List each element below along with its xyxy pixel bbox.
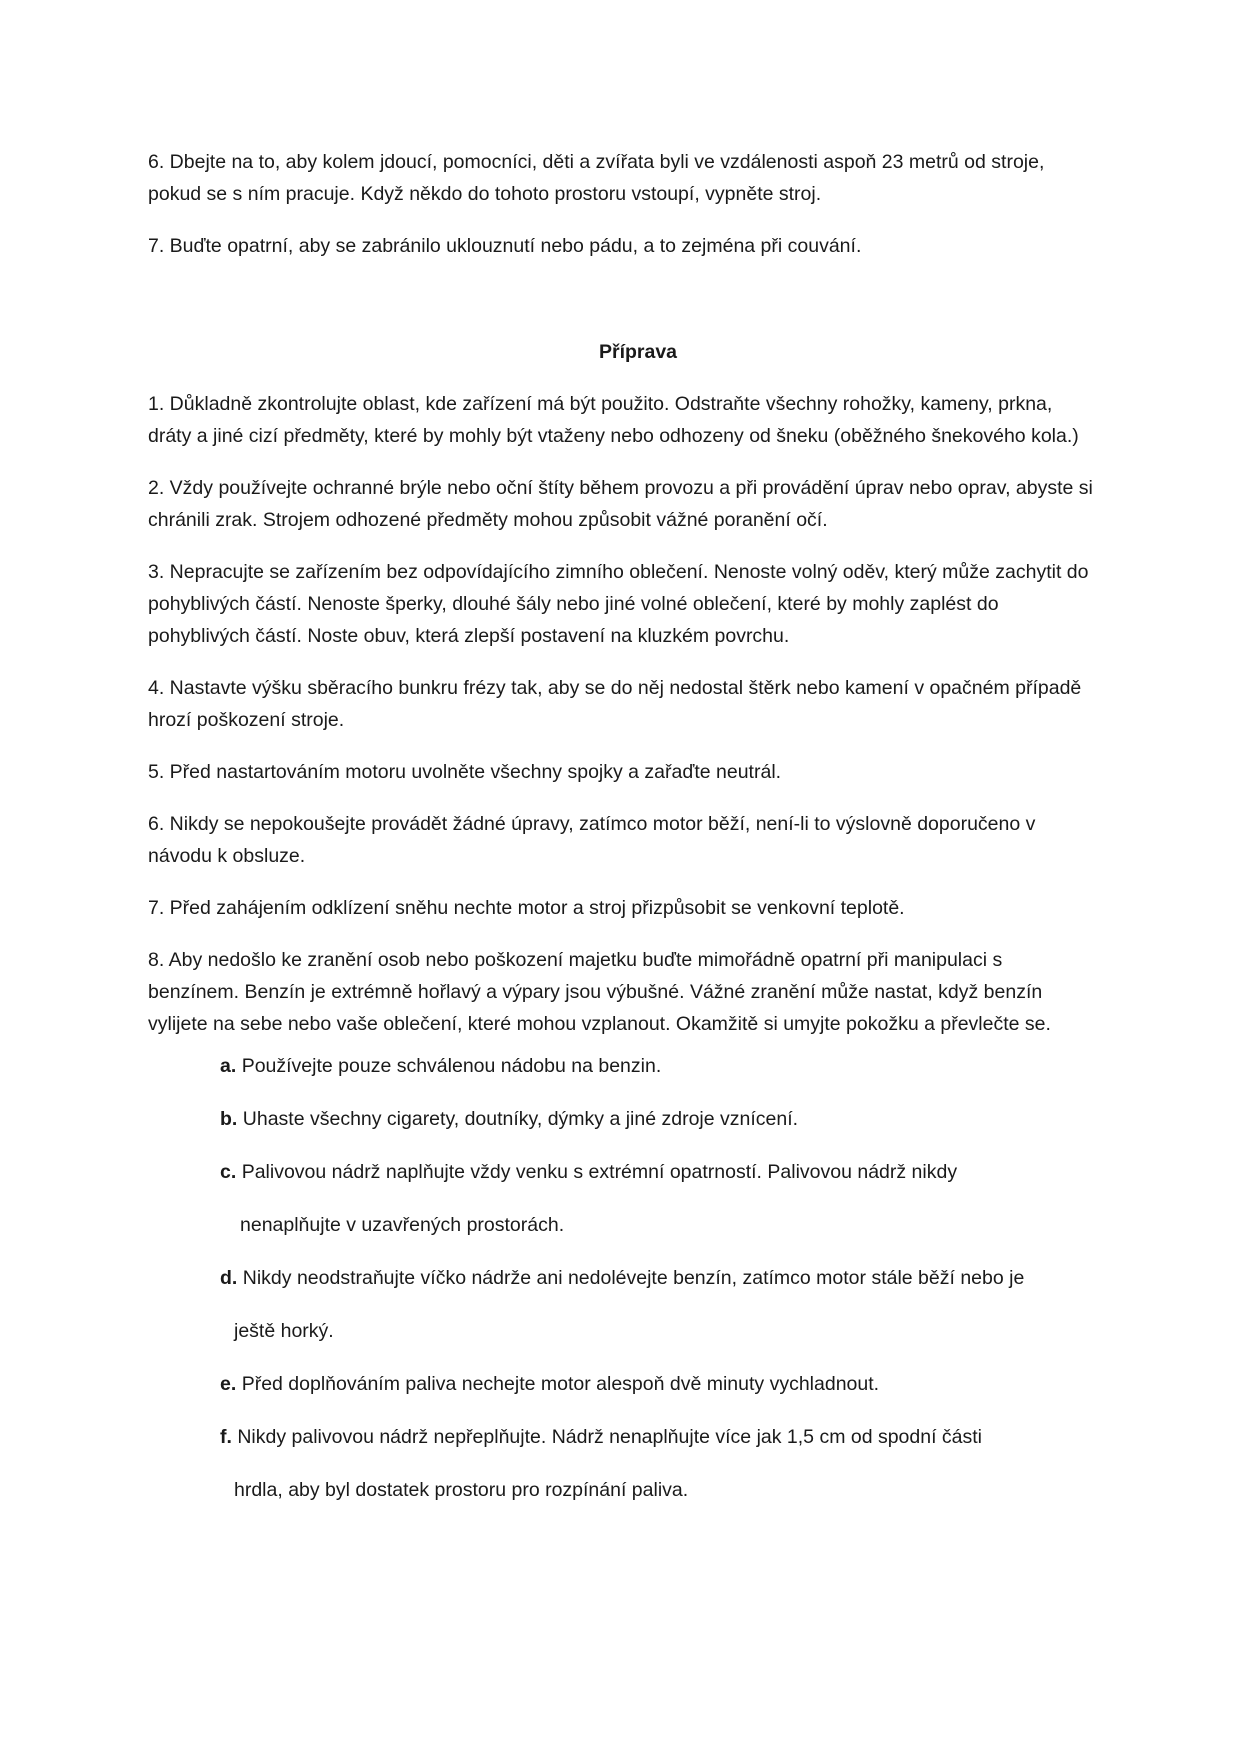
prep-item-4: 4. Nastavte výšku sběracího bunkru frézy tak, aby se do něj nedostal štěrk nebo kamení v opačném případě hrozí poškození stroje. xyxy=(148,677,1082,731)
sub-item-text: Používejte pouze schválenou nádobu na benzin. xyxy=(241,1055,662,1077)
sub-item-e xyxy=(220,1358,1098,1411)
prep-item-6: 6. Nikdy se nepokoušejte provádět žádné úpravy, zatímco motor běží, není-li to výslovně doporučeno v návodu k obsluze. xyxy=(148,813,1036,867)
sub-list xyxy=(220,1040,1098,1517)
sub-item-d xyxy=(220,1252,1098,1305)
sub-item-f xyxy=(220,1411,1098,1464)
sub-item-text: Palivovou nádrž naplňujte vždy venku s extrémní opatrností. Palivovou nádrž nikdy xyxy=(241,1161,958,1183)
sub-item-continuation: hrdla, aby byl dostatek prostoru pro rozpínání paliva. xyxy=(234,1479,689,1501)
sub-item-continuation: nenaplňujte v uzavřených prostorách. xyxy=(240,1214,565,1236)
paragraph-item-6: 6. Dbejte na to, aby kolem jdoucí, pomocníci, děti a zvířata byli ve vzdálenosti aspoň 23 metrů od stroje, pokud se s ním pracuje. Když někdo do tohoto prostoru vstoupí, vypněte stroj. xyxy=(148,151,1045,205)
prep-item-3: 3. Nepracujte se zařízením bez odpovídajícího zimního oblečení. Nenoste volný oděv, který může zachytit do pohyblivých částí. Nenoste šperky, dlouhé šály nebo jiné volné oblečení, které by mohly zaplést do pohyblivých částí. Noste obuv, která zlepší postavení na kluzkém povrchu. xyxy=(148,561,1089,647)
sub-item-c xyxy=(220,1146,1098,1199)
sub-item-letter: f. xyxy=(220,1426,232,1448)
document-page xyxy=(148,146,1098,1517)
sub-item-a xyxy=(220,1040,1098,1093)
sub-item-text: Uhaste všechny cigarety, doutníky, dýmky a jiné zdroje vznícení. xyxy=(242,1108,799,1130)
sub-item-letter: d. xyxy=(220,1267,238,1289)
prep-item-1: 1. Důkladně zkontrolujte oblast, kde zařízení má být použito. Odstraňte všechny rohožky, kameny, prkna, dráty a jiné cizí předměty, které by mohly být vtaženy nebo odhozeny od šneku (oběžného šnekového kola.) xyxy=(148,393,1079,447)
sub-item-letter: e. xyxy=(220,1373,237,1395)
prep-item-8: 8. Aby nedošlo ke zranění osob nebo poškození majetku buďte mimořádně opatrní při manipulaci s benzínem. Benzín je extrémně hořlavý a výpary jsou výbušné. Vážné zranění může nastat, když benzín vylijete na sebe nebo vaše oblečení, které mohou vzplanout. Okamžitě si umyjte pokožku a převlečte se. xyxy=(148,949,1051,1035)
prep-item-2: 2. Vždy používejte ochranné brýle nebo oční štíty během provozu a při provádění úprav nebo oprav, abyste si chránili zrak. Strojem odhozené předměty mohou způsobit vážné poranění očí. xyxy=(148,477,1093,531)
prep-item-7: 7. Před zahájením odklízení sněhu nechte motor a stroj přizpůsobit se venkovní teplotě. xyxy=(148,897,905,919)
sub-item-letter: b. xyxy=(220,1108,238,1130)
sub-item-b xyxy=(220,1093,1098,1146)
sub-item-letter: a. xyxy=(220,1055,237,1077)
prep-item-5: 5. Před nastartováním motoru uvolněte všechny spojky a zařaďte neutrál. xyxy=(148,761,782,783)
sub-item-text: Nikdy palivovou nádrž nepřeplňujte. Nádrž nenaplňujte více jak 1,5 cm od spodní části xyxy=(237,1426,983,1448)
paragraph-item-7: 7. Buďte opatrní, aby se zabránilo uklouznutí nebo pádu, a to zejména při couvání. xyxy=(148,235,862,257)
sub-item-continuation: ještě horký. xyxy=(234,1320,334,1342)
sub-item-letter: c. xyxy=(220,1161,237,1183)
section-heading: Příprava xyxy=(598,341,678,363)
sub-item-text: Před doplňováním paliva nechejte motor alespoň dvě minuty vychladnout. xyxy=(241,1373,880,1395)
sub-item-text: Nikdy neodstraňujte víčko nádrže ani nedolévejte benzín, zatímco motor stále běží nebo je xyxy=(242,1267,1025,1289)
